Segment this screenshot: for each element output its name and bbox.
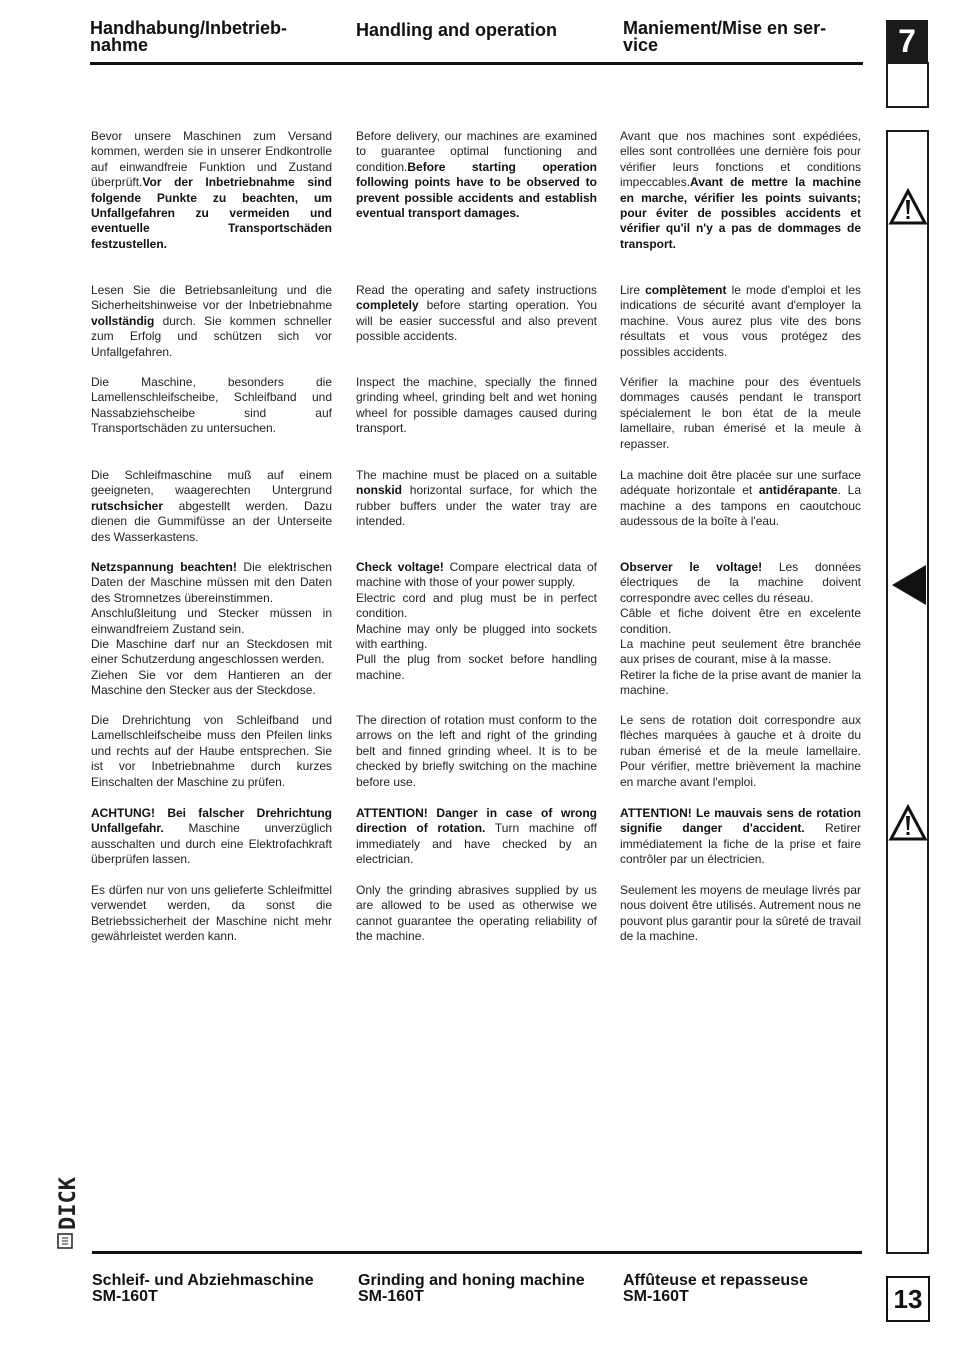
bold-text: Netzspannung beachten! (91, 560, 237, 574)
body-text: Pull the plug from socket before handling machine. (356, 652, 597, 682)
header-title-fr: Maniement/Mise en ser- vice (623, 18, 827, 55)
body-text: Bevor unsere Maschinen zum Versand kommen, werden sie in unserer Endkontrolle auf einwandfreie Funktion und Zustand überprüft. (91, 129, 332, 190)
paragraph-fr-6 (620, 713, 861, 790)
body-text: Retirer immédiatement la fiche de la prise et faire contrôler par un électricien. (620, 821, 861, 867)
paragraph-en-3 (356, 375, 597, 437)
body-text: Before delivery, our machines are examined to guarantee optimal functioning and condition. (356, 129, 597, 174)
pointer-arrow-icon (892, 565, 926, 605)
body-text: durch. Sie kommen schneller zum Erfolg und schützen sich vor Unfallgefahren. (91, 313, 332, 359)
body-text: Anschlußleitung und Stecker müssen in einwandfreiem Zustand sein. (91, 606, 332, 636)
body-text: Vérifier la machine pour des éventuels dommages causés pendant le transport spécialement le bon état de la meule lamellaire, ruban émerisé et la meule à repasser. (620, 375, 861, 451)
paragraph-fr-4 (620, 468, 861, 530)
bold-text: nonskid (356, 483, 403, 498)
footer-model-en: SM-160T (358, 1288, 424, 1305)
bold-text: complètement (645, 283, 727, 297)
body-text: Die Maschine darf nur an Steckdosen mit einer Schutzerdung angeschlossen werden. (91, 637, 332, 667)
paragraph-fr-7 (620, 806, 861, 868)
paragraph-en-4 (356, 468, 597, 530)
body-text: Retirer la fiche de la prise avant de manier la machine. (620, 667, 861, 698)
footer-title-de-text: Schleif- und Abziehmaschine (92, 1272, 314, 1289)
bold-text: rutschsicher (91, 498, 164, 513)
bold-text: Before starting operation following points have to be observed to prevent possible accidents and establish eventual transport damages. (356, 159, 597, 221)
body-text: The machine must be placed on a suitable (356, 468, 597, 482)
body-text: Read the operating and safety instructions (356, 283, 597, 297)
header-rule (90, 62, 863, 65)
margin-sidebar (886, 130, 929, 1254)
paragraph-de-7 (91, 806, 332, 868)
paragraph-de-8 (91, 883, 332, 945)
page-number: 13 (886, 1276, 930, 1322)
bold-text: ATTENTION! Le mauvais sens de rotation signifie danger d'accident. (620, 806, 861, 836)
paragraph-fr-8 (620, 883, 861, 945)
footer-model-fr: SM-160T (623, 1288, 689, 1305)
footer-title-fr (623, 1273, 808, 1305)
body-text: The direction of rotation must conform to the arrows on the left and right of the grinding belt and finned grinding wheel. It is to be checked by briefly switching on the machine before use. (356, 713, 597, 789)
paragraph-de-3 (91, 375, 332, 437)
paragraph-en-5 (356, 560, 597, 683)
body-text: Die elektrischen Daten der Maschine müssen mit den Daten des Stromnetzes übereinstimmen. (91, 560, 332, 605)
paragraph-de-1 (91, 129, 332, 252)
dick-logo (52, 1172, 80, 1252)
body-text: Lire (620, 283, 646, 297)
paragraph-en-7 (356, 806, 597, 868)
paragraph-en-2 (356, 283, 597, 345)
body-text: Only the grinding abrasives supplied by us are allowed to be used as otherwise we cannot guarantee the operating reliability of the machine. (356, 883, 597, 944)
body-text: Machine may only be plugged into sockets with earthing. (356, 621, 597, 652)
body-text: La machine peut seulement être branchée aux prises de courant, mise à la masse. (620, 637, 861, 667)
bold-text: Vor der Inbetriebnahme sind folgende Punkte zu beachten, um Unfallgefahren zu vermeiden und eventuelle Transportschäden festzustellen. (91, 175, 332, 251)
bold-text: antidérapante (758, 483, 838, 498)
paragraph-de-6 (91, 713, 332, 790)
footer-title-en-text: Grinding and honing machine (358, 1272, 585, 1289)
footer-rule (92, 1251, 862, 1254)
body-text: Turn machine off immediately and have checked by an electrician. (356, 821, 597, 867)
body-text: Es dürfen nur von uns gelieferte Schleifmittel verwendet werden, da sonst die Betriebssicherheit der Maschine nicht mehr gewährleistet werden kann. (91, 883, 332, 944)
body-text: . La machine a des tampons en caoutchouc audessous de la boîte à l'eau. (620, 483, 862, 529)
chapter-number: 7 (886, 20, 928, 62)
bold-text: Avant de mettre la machine en marche, vérifier les points suivants; pour éviter de possibles accidents et vérifier qu'il n'y a pas de dommages de transport. (620, 175, 861, 251)
header-title-en: Handling and operation (356, 20, 557, 40)
body-text: Seulement les moyens de meulage livrés par nous doivent être utilisés. Autrement nous ne pouvont plus garantir pour la sûreté de travail de la machine. (620, 883, 861, 944)
body-text: Avant que nos machines sont expédiées, elles sont controllées une dernière fois pour vérifier leurs fonctions et conditions impeccables. (620, 129, 861, 190)
paragraph-en-6 (356, 713, 597, 790)
paragraph-fr-5 (620, 560, 861, 699)
logo-text: DICK (56, 1177, 80, 1230)
paragraph-fr-2 (620, 283, 861, 360)
body-text: Die Schleifmaschine muß auf einem geeigneten, waagerechten Untergrund (91, 468, 332, 498)
body-text: Les données électriques de la machine doivent correspondre avec celles du réseau. (620, 560, 861, 605)
paragraph-en-1 (356, 129, 597, 221)
bold-text: Observer le voltage! (620, 560, 763, 574)
body-text: Le sens de rotation doit correspondre aux flèches marquées à gauche et à droite du ruban émerisé et de la meule lamellaire. Pour vérifier, mettre brièvement la machine en marche avant l'emploi. (620, 713, 861, 789)
bold-text: Check voltage! (356, 560, 444, 574)
body-text: Compare electrical data of machine with those of your power supply. (356, 560, 598, 590)
warning-triangle-icon (888, 804, 928, 847)
body-text: Lesen Sie die Betriebsanleitung und die Sicherheitshinweise vor der Inbetriebnahme (91, 283, 332, 313)
body-text: Câble et fiche doivent être en excelente condition. (620, 606, 861, 636)
body-text: Electric cord and plug must be in perfect condition. (356, 590, 597, 621)
body-text: Die Maschine, besonders die Lamellenschleifscheibe, Schleifband und Nassabziehscheibe sind auf Transportschäden zu untersuchen. (91, 375, 332, 436)
bold-text: ACHTUNG! Bei falscher Drehrichtung Unfallgefahr. (91, 806, 332, 836)
paragraph-fr-1 (620, 129, 861, 252)
warning-triangle-icon (888, 188, 928, 231)
body-text: Inspect the machine, specially the finned grinding wheel, grinding belt and wet honing wheel for possible damages caused during transport. (356, 375, 597, 436)
bold-text: ATTENTION! Danger in case of wrong direction of rotation. (356, 806, 597, 836)
paragraph-de-4 (91, 468, 332, 545)
paragraph-de-5 (91, 560, 332, 699)
body-text: Die Drehrichtung von Schleifband und Lamellschleifscheibe muss den Pfeilen links und rechts auf der Haube entsprechen. Sie ist vor Inbetriebnahme durch kurzes Einschalten der Maschine zu prüfen. (91, 713, 332, 789)
body-text: le mode d'emploi et les indications de sécurité avant d'employer la machine. Vous aurez plus vite des bons résultats et vous vous protégez des possibles accidents. (620, 283, 861, 359)
paragraph-de-2 (91, 283, 332, 360)
paragraph-fr-3 (620, 375, 861, 452)
footer-title-fr-text: Affûteuse et repasseuse (623, 1272, 808, 1289)
footer-title-de (92, 1273, 314, 1305)
footer-title-en (358, 1273, 585, 1305)
body-text: Ziehen Sie vor dem Hantieren an der Maschine den Stecker aus der Steckdose. (91, 667, 332, 698)
paragraph-en-8 (356, 883, 597, 945)
body-text: abgestellt werden. Dazu dienen die Gummifüsse an der Unterseite des Wasserkastens. (91, 498, 332, 544)
body-text: La machine doit être placée sur une surface adéquate horizontale et (620, 468, 861, 498)
body-text: horizontal surface, for which the rubber buffers under the water tray are intended. (356, 483, 597, 529)
bold-text: vollständig (91, 313, 155, 328)
chapter-tab-box (886, 62, 929, 108)
body-text: before starting operation. You will be easier successful and also prevent possible accidents. (356, 298, 597, 344)
footer-model-de: SM-160T (92, 1288, 158, 1305)
bold-text: completely (356, 298, 419, 313)
body-text: Maschine unverzüglich ausschalten und durch eine Elektrofachkraft überprüfen lassen. (91, 821, 332, 867)
header-title-de: Handhabung/Inbetrieb- nahme (90, 18, 287, 55)
